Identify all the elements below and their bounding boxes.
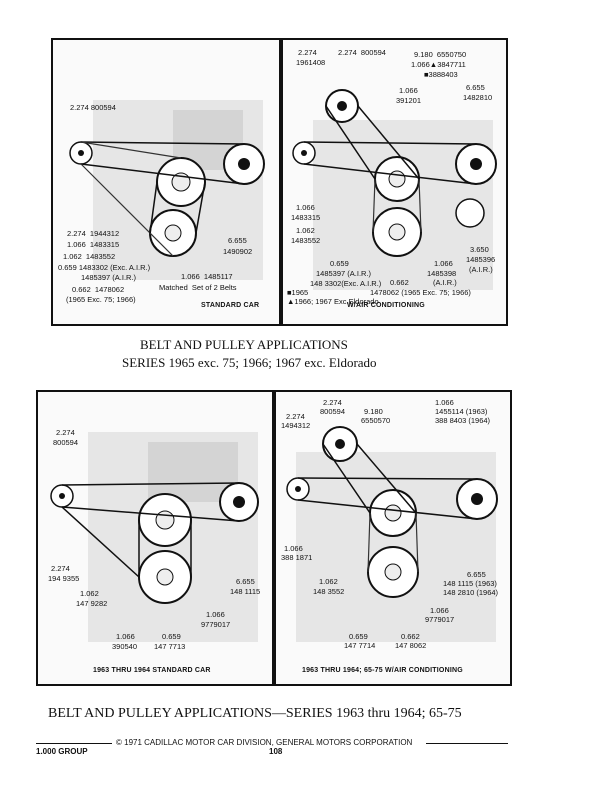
label-p3-0: 2.274 (56, 428, 75, 437)
label-p3-5: 147 9282 (76, 599, 108, 608)
label-p1-6: 0.662 1478062 (72, 285, 125, 294)
label-p3-7: 148 1115 (230, 587, 261, 596)
label-p3-6: 6.655 (236, 577, 255, 586)
label-p4-19: 147 7714 (344, 641, 376, 650)
label-p2-1: 1961408 (296, 58, 326, 67)
label-p3-8: 1.066 (206, 610, 225, 619)
label-p2-6: 1.066 (399, 86, 418, 95)
label-p1-9: 1490902 (223, 247, 253, 256)
label-p4-0: 2.274 (323, 398, 342, 407)
label-p1-1: 2.274 1944312 (67, 229, 120, 238)
label-p2-2: 2.274 800594 (338, 48, 386, 57)
label-p3-12: 0.659 (162, 632, 181, 641)
label-p1-4: 0.659 1483302 (Exc. A.I.R.) (58, 263, 151, 272)
caption-air-conditioning: W/AIR CONDITIONING (347, 302, 425, 309)
label-p3-1: 800594 (53, 438, 79, 447)
label-p4-15: 148 2810 (1964) (443, 588, 499, 597)
label-p2-15: 1485397 (A.I.R.) (316, 269, 372, 278)
label-p2-17: ■1965 (287, 288, 309, 297)
label-p3-11: 390540 (112, 642, 138, 651)
label-p2-18: ▲1966; 1967 Exc.Eldorado (287, 297, 379, 306)
label-p2-24: 3.650 (470, 245, 489, 254)
label-p2-26: (A.I.R.) (469, 265, 493, 274)
caption-1963-1975-air-conditioning: 1963 THRU 1964; 65-75 W/AIR CONDITIONING (302, 667, 463, 674)
label-p2-0: 2.274 (298, 48, 317, 57)
label-p2-19: 0.662 (390, 278, 409, 287)
diagram-1963-1975-air-conditioning (274, 390, 512, 686)
label-p4-10: 388 1871 (281, 553, 313, 562)
label-p4-20: 0.662 (401, 632, 420, 641)
label-p2-3: 9.180 6550750 (414, 50, 467, 59)
label-p3-9: 9779017 (201, 620, 231, 629)
label-p4-4: 9.180 (364, 407, 383, 416)
label-p4-11: 1.062 (319, 577, 338, 586)
label-p2-9: 1482810 (463, 93, 493, 102)
label-p3-2: 2.274 (51, 564, 70, 573)
label-p2-21: 1.066 (434, 259, 453, 268)
label-p4-14: 148 1115 (1963) (443, 579, 497, 588)
label-p4-7: 1455114 (1963) (435, 407, 488, 416)
label-p1-10: 1.066 1485117 (181, 272, 233, 281)
label-p2-25: 1485396 (466, 255, 496, 264)
label-p3-3: 194 9355 (48, 574, 80, 583)
heading-belt-pulley-1965: BELT AND PULLEY APPLICATIONS (140, 337, 348, 352)
label-p1-7: (1965 Exc. 75; 1966) (66, 295, 136, 304)
diagram-air-conditioning (281, 38, 508, 326)
label-p1-3: 1.062 1483552 (63, 252, 116, 261)
label-p3-4: 1.062 (80, 589, 99, 598)
label-p2-23: (A.I.R.) (433, 278, 457, 287)
label-p2-13: 1483552 (291, 236, 321, 245)
label-p4-2: 2.274 (286, 412, 305, 421)
label-p2-5: ■3888403 (424, 70, 458, 79)
heading-series-1965: SERIES 1965 exc. 75; 1966; 1967 exc. Eldorado (122, 355, 377, 370)
label-p2-14: 0.659 (330, 259, 349, 268)
footer-group: 1.000 GROUP (36, 747, 88, 756)
label-p1-2: 1.066 1483315 (67, 240, 120, 249)
footer-rule-right (426, 743, 508, 744)
label-p4-13: 6.655 (467, 570, 486, 579)
diagram-standard-car (51, 38, 281, 326)
label-p2-7: 391201 (396, 96, 422, 105)
label-p1-11: Matched Set of 2 Belts (159, 283, 237, 292)
label-p3-13: 147 7713 (154, 642, 186, 651)
label-p4-16: 1.066 (430, 606, 449, 615)
label-p4-6: 1.066 (435, 398, 454, 407)
label-p2-12: 1.062 (296, 226, 315, 235)
footer-copyright: © 1971 CADILLAC MOTOR CAR DIVISION, GENERAL MOTORS CORPORATION (116, 738, 413, 747)
footer-rule-left (36, 743, 112, 744)
label-p4-21: 147 8062 (395, 641, 427, 650)
label-p1-0: 2.274 800594 (70, 103, 116, 112)
label-p4-3: 1494312 (281, 421, 311, 430)
air-1963-drawing (276, 392, 510, 684)
footer-page-number: 108 (269, 747, 283, 756)
label-p4-18: 0.659 (349, 632, 368, 641)
label-p4-8: 388 8403 (1964) (435, 416, 491, 425)
caption-1963-1964-standard: 1963 THRU 1964 STANDARD CAR (93, 667, 211, 674)
label-p4-9: 1.066 (284, 544, 303, 553)
label-p2-10: 1.066 (296, 203, 315, 212)
label-p1-8: 6.655 (228, 236, 247, 245)
label-p2-20: 1478062 (1965 Exc. 75; 1966) (370, 288, 471, 297)
label-p4-12: 148 3552 (313, 587, 345, 596)
heading-series-1963-1975: BELT AND PULLEY APPLICATIONS—SERIES 1963 thru 1964; 65-75 (48, 706, 462, 721)
diagram-1963-1964-standard (36, 390, 274, 686)
label-p4-17: 9779017 (425, 615, 455, 624)
label-p2-22: 1485398 (427, 269, 457, 278)
label-p4-1: 800594 (320, 407, 346, 416)
label-p2-8: 6.655 (466, 83, 485, 92)
label-p3-10: 1.066 (116, 632, 135, 641)
label-p4-5: 6550570 (361, 416, 391, 425)
label-p1-5: 1485397 (A.I.R.) (81, 273, 137, 282)
caption-standard-car: STANDARD CAR (201, 302, 260, 309)
label-p2-11: 1483315 (291, 213, 321, 222)
label-p2-16: 148 3302(Exc. A.I.R.) (310, 279, 382, 288)
label-p2-4: 1.066▲3847711 (411, 60, 466, 69)
